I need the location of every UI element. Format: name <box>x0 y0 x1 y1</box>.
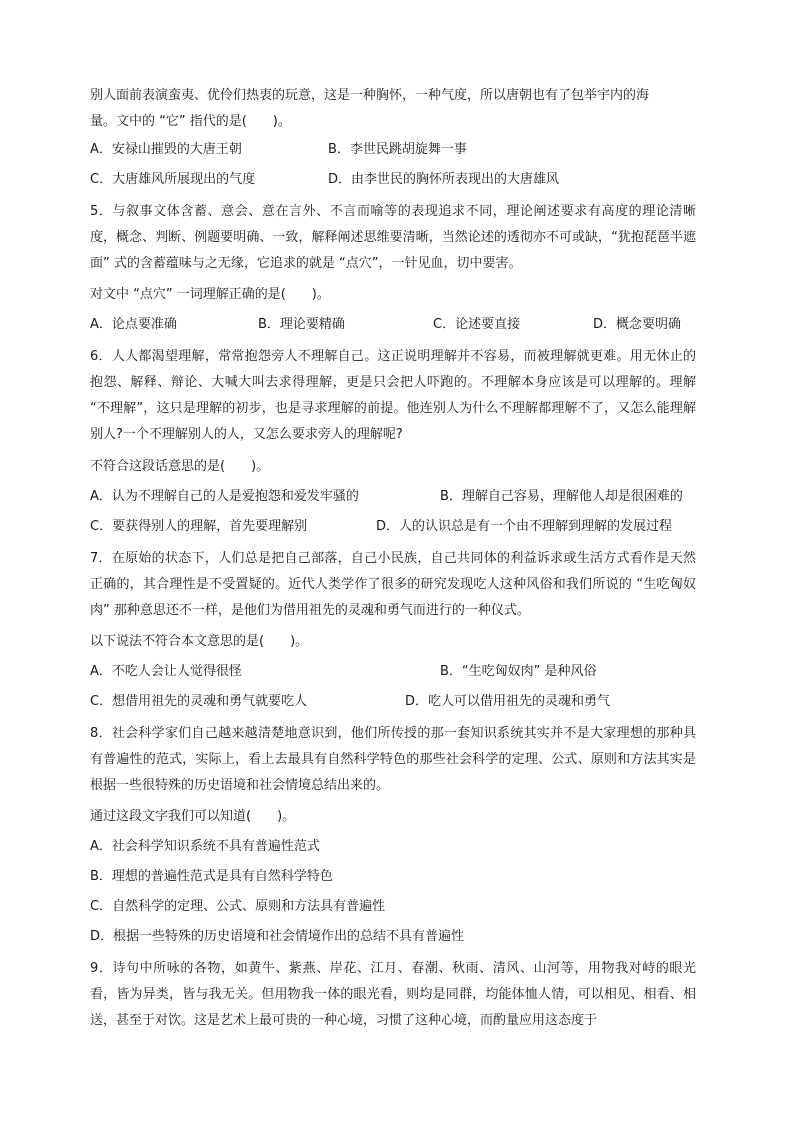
q4-text-line-2: 量。文中的 “它” 指代的是( )。 <box>90 114 291 129</box>
q6-question: 不符合这段话意思的是( )。 <box>90 459 270 474</box>
q7-option-c: C．想借用祖先的灵魂和勇气就要吃人 <box>90 694 308 709</box>
q6-option-a: A．认为不理解自己的人是爱抱怨和爱发牢骚的 <box>90 489 359 504</box>
q6-passage: 6．人人都渴望理解，常常抱怨旁人不理解自己。这正说明理解并不容易，而被理解就更难。用无休止的抱怨、解释、辩论、大喊大叫去求得理解，更是只会把人吓跑的。不理解本身应该是可以理解的。理解 “不理解”，这只是理解的初步，也是寻求理解的前提。他连别人为什么不理解都理解不了，又怎么能理解别人?一个不理解别人的人，又怎么要求旁人的理解呢? <box>90 349 696 442</box>
q6-option-c: C．要获得别人的理解，首先要理解别 <box>90 519 308 534</box>
q8-option-c: C．自然科学的定理、公式、原则和方法具有普遍性 <box>90 899 386 914</box>
q8-option-b: B．理想的普遍性范式是具有自然科学特色 <box>90 869 333 884</box>
q4-text-line-1: 别人面前表演蛮夷、优伶们热衷的玩意，这是一种胸怀，一种气度，所以唐朝也有了包举宇内的海 <box>90 88 650 103</box>
q4-option-c: C．大唐雄风所展现出的气度 <box>90 172 256 187</box>
q5-passage: 5．与叙事文体含蓄、意会、意在言外、不言而喻等的表现追求不同，理论阐述要求有高度的理论清晰度，概念、判断、例题要明确、一致，解释阐述思维要清晰，当然论述的透彻亦不可或缺，“犹抱琵琶半遮面” 式的含蓄蕴味与之无缘，它追求的就是 “点穴”，一针见血，切中要害。 <box>90 204 696 271</box>
q4-option-d: D．由李世民的胸怀所表现出的大唐雄风 <box>328 172 560 187</box>
q6-option-b: B．理解自己容易，理解他人却是很困难的 <box>440 489 683 504</box>
q7-passage: 7．在原始的状态下，人们总是把自己部落，自己小民族，自己共同体的利益诉求或生活方式看作是天然正确的，其合理性是不受置疑的。近代人类学作了很多的研究发现吃人这种风俗和我们所说的 “生吃匈奴肉” 那种意思还不一样，是他们为借用祖先的灵魂和勇气而进行的一种仪式。 <box>90 551 696 618</box>
q5-option-c: C．论述要直接 <box>433 317 521 332</box>
q7-option-a: A．不吃人会让人觉得很怪 <box>90 664 242 679</box>
q5-option-a: A．论点要准确 <box>90 317 177 332</box>
q4-option-b: B．李世民跳胡旋舞一事 <box>328 142 467 157</box>
q5-option-d: D．概念要明确 <box>593 317 682 332</box>
q8-option-a: A．社会科学知识系统不具有普遍性范式 <box>90 839 320 854</box>
q8-question: 通过这段文字我们可以知道( )。 <box>90 809 296 824</box>
q9-passage: 9．诗句中所咏的各物，如黄牛、紫燕、岸花、江月、春潮、秋雨、清风、山河等，用物我对峙的眼光看，皆为异类，皆与我无关。但用物我一体的眼光看，则均是同群，均能体恤人情，可以相见、相看、相送，甚至于对饮。这是艺术上最可贵的一种心境，习惯了这种心境，而酌量应用这态度于 <box>90 961 696 1028</box>
q8-option-d: D．根据一些特殊的历史语境和社会情境作出的总结不具有普遍性 <box>90 929 465 944</box>
q7-question: 以下说法不符合本文意思的是( )。 <box>90 634 309 649</box>
q6-option-d: D．人的认识总是有一个由不理解到理解的发展过程 <box>376 519 673 534</box>
q5-option-b: B．理论要精确 <box>258 317 345 332</box>
q7-option-d: D．吃人可以借用祖先的灵魂和勇气 <box>405 694 611 709</box>
q8-passage: 8．社会科学家们自己越来越清楚地意识到，他们所传授的那一套知识系统其实并不是大家理想的那种具有普遍性的范式，实际上，看上去最具有自然科学特色的那些社会科学的定理、公式、原则和方法其实是根据一些很特殊的历史语境和社会情境总结出来的。 <box>90 726 696 793</box>
q7-option-b: B．“生吃匈奴肉” 是种风俗 <box>440 664 597 679</box>
q5-question: 对文中 “点穴” 一词理解正确的是( )。 <box>90 287 330 302</box>
q4-option-a: A．安禄山摧毁的大唐王朝 <box>90 142 242 157</box>
